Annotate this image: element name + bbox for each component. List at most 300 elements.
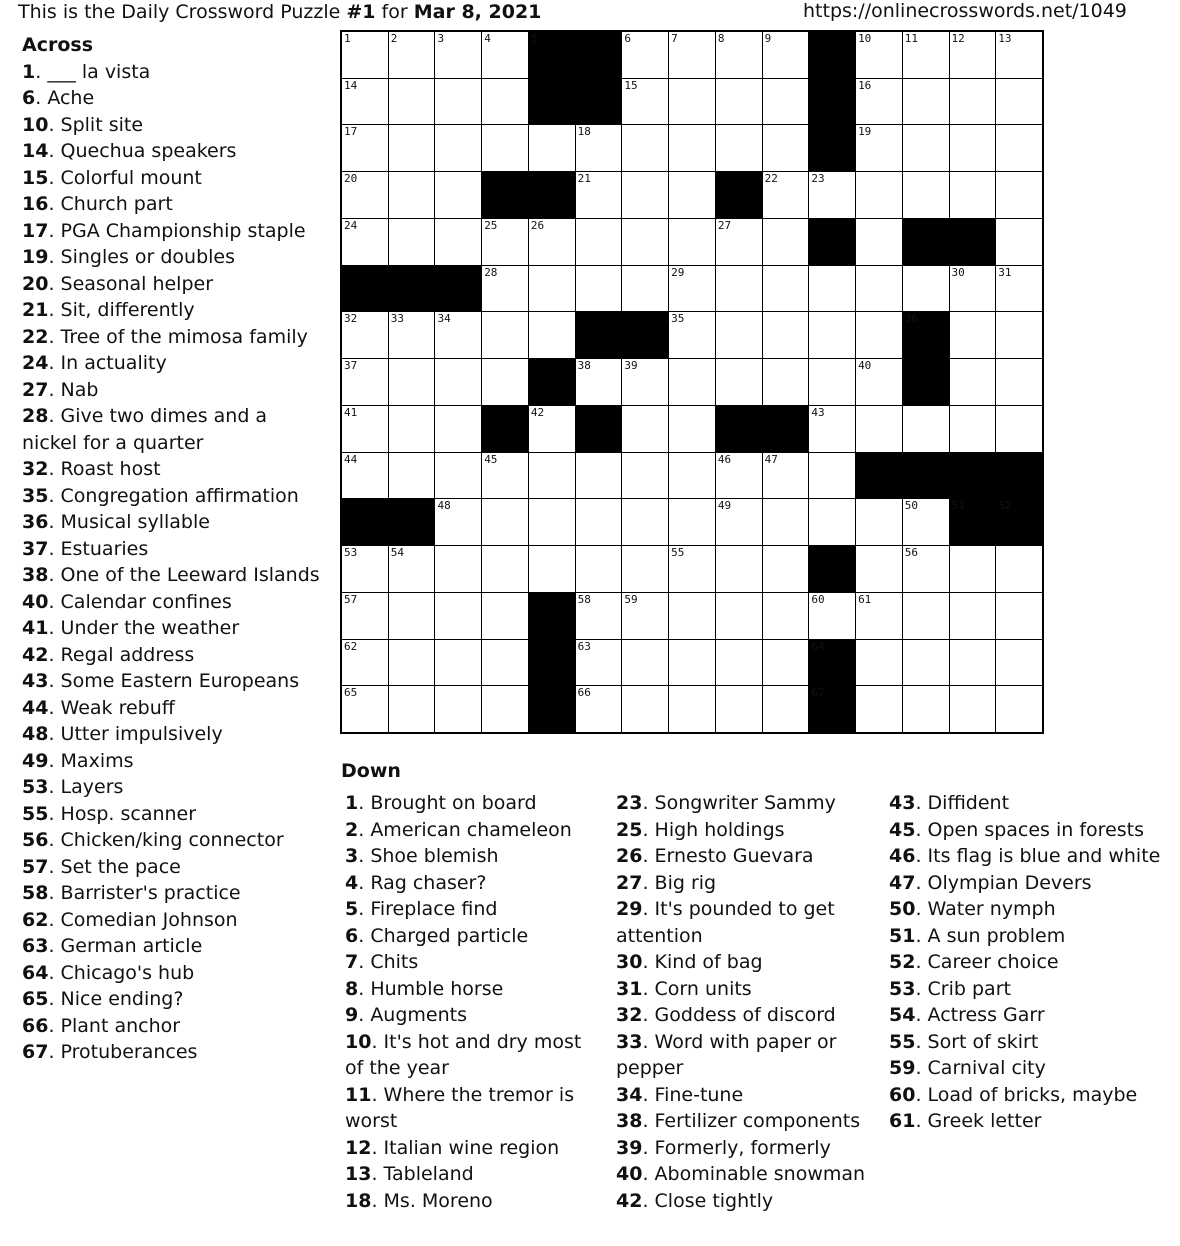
clue[interactable] xyxy=(22,1013,322,1040)
clue[interactable] xyxy=(345,1135,590,1162)
grid-cell[interactable] xyxy=(763,499,809,545)
grid-cell[interactable] xyxy=(856,32,902,78)
grid-cell[interactable] xyxy=(482,219,528,265)
grid-cell[interactable] xyxy=(996,219,1042,265)
grid-cell[interactable] xyxy=(389,406,435,452)
grid-cell[interactable] xyxy=(622,640,668,686)
grid-cell[interactable] xyxy=(389,453,435,499)
grid-cell[interactable] xyxy=(903,686,949,732)
grid-cell[interactable] xyxy=(482,312,528,358)
clue[interactable] xyxy=(22,59,322,86)
grid-cell[interactable] xyxy=(950,640,996,686)
grid-cell[interactable] xyxy=(950,686,996,732)
puzzle-url[interactable]: https://onlinecrosswords.net/1049 xyxy=(803,0,1127,22)
clue-text: . Formerly, formerly xyxy=(642,1136,831,1159)
grid-cell[interactable] xyxy=(342,172,388,218)
black-square xyxy=(950,453,996,499)
grid-cell[interactable] xyxy=(435,79,481,125)
grid-cell[interactable] xyxy=(622,359,668,405)
grid-cell[interactable] xyxy=(856,312,902,358)
cell-number: 20 xyxy=(344,172,358,186)
grid-cell[interactable] xyxy=(716,359,762,405)
grid-cell[interactable] xyxy=(669,546,715,592)
clue-text: . Diffident xyxy=(915,792,1010,814)
grid-cell[interactable] xyxy=(809,266,855,312)
grid-cell[interactable] xyxy=(342,312,388,358)
clue[interactable] xyxy=(616,1029,866,1082)
grid-cell[interactable] xyxy=(856,219,902,265)
grid-cell[interactable] xyxy=(576,453,622,499)
clue[interactable] xyxy=(616,1135,866,1162)
grid-cell[interactable] xyxy=(435,640,481,686)
grid-cell[interactable] xyxy=(482,266,528,312)
puzzle-date: Mar 8, 2021 xyxy=(413,1,542,23)
grid-cell[interactable] xyxy=(622,453,668,499)
clue[interactable] xyxy=(22,324,322,351)
grid-cell[interactable] xyxy=(435,359,481,405)
clue[interactable] xyxy=(22,933,322,960)
clue-text: . Humble horse xyxy=(358,977,504,1000)
clue[interactable] xyxy=(345,790,590,817)
grid-cell[interactable] xyxy=(716,79,762,125)
clue[interactable] xyxy=(345,949,590,976)
grid-cell[interactable] xyxy=(435,312,481,358)
clue[interactable] xyxy=(616,843,866,870)
grid-cell[interactable] xyxy=(435,593,481,639)
grid-cell[interactable] xyxy=(342,546,388,592)
grid-cell[interactable] xyxy=(576,640,622,686)
clue[interactable] xyxy=(889,817,1169,844)
grid-cell[interactable] xyxy=(529,406,575,452)
clue[interactable] xyxy=(889,949,1169,976)
grid-cell[interactable] xyxy=(856,79,902,125)
grid-cell[interactable] xyxy=(716,125,762,171)
grid-cell[interactable] xyxy=(996,359,1042,405)
clue[interactable] xyxy=(889,896,1169,923)
grid-cell[interactable] xyxy=(763,686,809,732)
grid-cell[interactable] xyxy=(389,640,435,686)
grid-cell[interactable] xyxy=(996,686,1042,732)
clue[interactable] xyxy=(616,870,866,897)
grid-cell[interactable] xyxy=(622,499,668,545)
grid-cell[interactable] xyxy=(716,640,762,686)
grid-cell[interactable] xyxy=(389,219,435,265)
cell-number: 38 xyxy=(577,359,591,373)
clue[interactable] xyxy=(22,85,322,112)
grid-cell[interactable] xyxy=(856,593,902,639)
grid-cell[interactable] xyxy=(950,312,996,358)
grid-cell[interactable] xyxy=(482,453,528,499)
grid-cell[interactable] xyxy=(622,32,668,78)
grid-cell[interactable] xyxy=(950,32,996,78)
clue-text: . It's hot and dry most of the year xyxy=(345,1030,582,1079)
grid-cell[interactable] xyxy=(342,32,388,78)
clue[interactable] xyxy=(22,1039,322,1066)
cell-number: 36 xyxy=(904,312,919,326)
grid-cell[interactable] xyxy=(856,499,902,545)
grid-cell[interactable] xyxy=(342,79,388,125)
clue[interactable] xyxy=(22,721,322,748)
clue[interactable] xyxy=(616,976,866,1003)
grid-cell[interactable] xyxy=(576,359,622,405)
clue-text: . One of the Leeward Islands xyxy=(48,564,320,586)
grid-cell[interactable] xyxy=(435,125,481,171)
clue[interactable] xyxy=(616,790,866,817)
grid-cell[interactable] xyxy=(389,172,435,218)
grid-cell[interactable] xyxy=(996,32,1042,78)
clue[interactable] xyxy=(22,774,322,801)
grid-cell[interactable] xyxy=(342,640,388,686)
clue[interactable] xyxy=(22,377,322,404)
grid-cell[interactable] xyxy=(482,546,528,592)
clue-number: 61 xyxy=(889,1110,916,1132)
clue[interactable] xyxy=(345,1161,590,1188)
clue[interactable] xyxy=(22,668,322,695)
clue[interactable] xyxy=(22,350,322,377)
clue[interactable] xyxy=(616,1188,866,1215)
grid-cell[interactable] xyxy=(435,406,481,452)
grid-cell[interactable] xyxy=(763,546,809,592)
grid-cell[interactable] xyxy=(342,686,388,732)
black-square xyxy=(763,406,809,452)
grid-cell[interactable] xyxy=(576,125,622,171)
grid-cell[interactable] xyxy=(576,499,622,545)
grid-cell[interactable] xyxy=(856,359,902,405)
clue-number: 58 xyxy=(22,882,49,904)
grid-cell[interactable] xyxy=(763,312,809,358)
clue-number: 2 xyxy=(345,818,359,841)
grid-cell[interactable] xyxy=(809,593,855,639)
grid-cell[interactable] xyxy=(763,593,809,639)
grid-cell[interactable] xyxy=(389,79,435,125)
clue[interactable] xyxy=(616,896,866,949)
clue-number: 8 xyxy=(345,977,359,1000)
clue[interactable] xyxy=(22,112,322,139)
grid-cell[interactable] xyxy=(716,266,762,312)
cell-number: 14 xyxy=(344,78,358,92)
grid-cell[interactable] xyxy=(950,593,996,639)
clue[interactable] xyxy=(22,642,322,669)
clue[interactable] xyxy=(616,1002,866,1029)
grid-cell[interactable] xyxy=(435,172,481,218)
clue[interactable] xyxy=(22,191,322,218)
clue[interactable] xyxy=(889,843,1169,870)
clue-text: . Chicken/king connector xyxy=(48,829,284,851)
cell-number: 29 xyxy=(671,265,685,279)
clue[interactable] xyxy=(889,1055,1169,1082)
clue[interactable] xyxy=(345,1082,590,1135)
grid-cell[interactable] xyxy=(389,686,435,732)
clue[interactable] xyxy=(22,403,322,456)
grid-cell[interactable] xyxy=(342,453,388,499)
clue[interactable] xyxy=(345,1188,590,1215)
clue-number: 42 xyxy=(616,1189,643,1212)
grid-cell[interactable] xyxy=(903,125,949,171)
clue[interactable] xyxy=(616,817,866,844)
cell-number: 31 xyxy=(998,265,1012,279)
clue[interactable] xyxy=(22,244,322,271)
grid-cell[interactable] xyxy=(903,79,949,125)
clue-number: 1 xyxy=(345,792,359,814)
grid-cell[interactable] xyxy=(763,32,809,78)
grid-cell[interactable] xyxy=(342,359,388,405)
clue-text: . Italian wine region xyxy=(371,1136,560,1159)
grid-cell[interactable] xyxy=(996,79,1042,125)
grid-cell[interactable] xyxy=(950,266,996,312)
grid-cell[interactable] xyxy=(389,312,435,358)
clue[interactable] xyxy=(22,907,322,934)
grid-cell[interactable] xyxy=(622,266,668,312)
grid-cell[interactable] xyxy=(622,686,668,732)
clue[interactable] xyxy=(22,536,322,563)
clue[interactable] xyxy=(345,976,590,1003)
grid-cell[interactable] xyxy=(389,359,435,405)
grid-cell[interactable] xyxy=(389,593,435,639)
clue[interactable] xyxy=(22,562,322,589)
clue[interactable] xyxy=(616,1108,866,1135)
cell-number: 22 xyxy=(764,172,778,186)
clue-number: 28 xyxy=(22,405,49,427)
clue-number: 45 xyxy=(889,818,916,841)
clue[interactable] xyxy=(22,827,322,854)
grid-cell[interactable] xyxy=(669,172,715,218)
grid-cell[interactable] xyxy=(856,125,902,171)
grid-cell[interactable] xyxy=(950,406,996,452)
grid-cell[interactable] xyxy=(856,640,902,686)
clue[interactable] xyxy=(22,960,322,987)
clue-number: 23 xyxy=(616,792,643,814)
clue[interactable] xyxy=(22,615,322,642)
grid-cell[interactable] xyxy=(435,499,481,545)
grid-cell[interactable] xyxy=(435,546,481,592)
clue[interactable] xyxy=(889,976,1169,1003)
grid-cell[interactable] xyxy=(716,312,762,358)
grid-cell[interactable] xyxy=(576,266,622,312)
grid-cell[interactable] xyxy=(763,640,809,686)
grid-cell[interactable] xyxy=(809,172,855,218)
grid-cell[interactable] xyxy=(809,499,855,545)
clue[interactable] xyxy=(889,870,1169,897)
clue[interactable] xyxy=(616,1082,866,1109)
grid-cell[interactable] xyxy=(809,453,855,499)
grid-cell[interactable] xyxy=(669,359,715,405)
grid-cell[interactable] xyxy=(809,312,855,358)
grid-cell[interactable] xyxy=(482,640,528,686)
grid-cell[interactable] xyxy=(622,172,668,218)
clue[interactable] xyxy=(22,483,322,510)
grid-cell[interactable] xyxy=(529,219,575,265)
grid-cell[interactable] xyxy=(435,453,481,499)
grid-cell[interactable] xyxy=(576,686,622,732)
grid-cell[interactable] xyxy=(529,125,575,171)
grid-cell[interactable] xyxy=(669,219,715,265)
clue[interactable] xyxy=(22,880,322,907)
grid-cell[interactable] xyxy=(763,125,809,171)
grid-cell[interactable] xyxy=(950,546,996,592)
grid-cell[interactable] xyxy=(669,312,715,358)
grid-cell[interactable] xyxy=(576,593,622,639)
clue[interactable] xyxy=(616,1161,866,1188)
grid-cell[interactable] xyxy=(903,266,949,312)
grid-cell[interactable] xyxy=(669,406,715,452)
grid-cell[interactable] xyxy=(669,593,715,639)
grid-cell[interactable] xyxy=(342,125,388,171)
grid-cell[interactable] xyxy=(716,593,762,639)
grid-cell[interactable] xyxy=(903,546,949,592)
grid-cell[interactable] xyxy=(622,79,668,125)
grid-cell[interactable] xyxy=(856,172,902,218)
grid-cell[interactable] xyxy=(435,219,481,265)
grid-cell[interactable] xyxy=(809,359,855,405)
grid-cell[interactable] xyxy=(856,266,902,312)
grid-cell[interactable] xyxy=(529,266,575,312)
grid-cell[interactable] xyxy=(809,406,855,452)
grid-cell[interactable] xyxy=(950,125,996,171)
clue[interactable] xyxy=(889,1082,1169,1109)
grid-cell[interactable] xyxy=(716,499,762,545)
clue[interactable] xyxy=(22,165,322,192)
grid-cell[interactable] xyxy=(903,499,949,545)
grid-cell[interactable] xyxy=(482,499,528,545)
grid-cell[interactable] xyxy=(996,266,1042,312)
grid-cell[interactable] xyxy=(996,312,1042,358)
grid-cell[interactable] xyxy=(389,32,435,78)
clue[interactable] xyxy=(889,1108,1169,1135)
grid-cell[interactable] xyxy=(342,219,388,265)
grid-cell[interactable] xyxy=(950,79,996,125)
grid-cell[interactable] xyxy=(763,172,809,218)
grid-cell[interactable] xyxy=(996,172,1042,218)
clue-text: . Some Eastern Europeans xyxy=(48,670,300,692)
grid-cell[interactable] xyxy=(576,172,622,218)
black-square xyxy=(809,125,855,171)
cell-number: 57 xyxy=(344,592,358,606)
clue[interactable] xyxy=(889,1029,1169,1056)
clue[interactable] xyxy=(345,870,590,897)
clue[interactable] xyxy=(22,748,322,775)
grid-cell[interactable] xyxy=(576,546,622,592)
grid-cell[interactable] xyxy=(342,593,388,639)
grid-cell[interactable] xyxy=(622,219,668,265)
clue[interactable] xyxy=(345,1029,590,1082)
grid-cell[interactable] xyxy=(669,453,715,499)
grid-cell[interactable] xyxy=(622,125,668,171)
clue[interactable] xyxy=(22,138,322,165)
clue-number: 65 xyxy=(22,988,49,1010)
black-square xyxy=(482,406,528,452)
clue[interactable] xyxy=(345,923,590,950)
clue[interactable] xyxy=(22,695,322,722)
grid-cell[interactable] xyxy=(529,546,575,592)
grid-cell[interactable] xyxy=(996,406,1042,452)
grid-cell[interactable] xyxy=(529,453,575,499)
grid-cell[interactable] xyxy=(763,266,809,312)
grid-cell[interactable] xyxy=(996,640,1042,686)
grid-cell[interactable] xyxy=(996,593,1042,639)
grid-cell[interactable] xyxy=(903,406,949,452)
grid-cell[interactable] xyxy=(389,125,435,171)
clue-number: 43 xyxy=(889,792,916,814)
grid-cell[interactable] xyxy=(950,359,996,405)
grid-cell[interactable] xyxy=(996,546,1042,592)
clue[interactable] xyxy=(345,843,590,870)
grid-cell[interactable] xyxy=(669,499,715,545)
grid-cell[interactable] xyxy=(856,406,902,452)
clue[interactable] xyxy=(22,218,322,245)
grid-cell[interactable] xyxy=(856,686,902,732)
grid-cell[interactable] xyxy=(856,546,902,592)
clue[interactable] xyxy=(22,986,322,1013)
grid-cell[interactable] xyxy=(389,546,435,592)
grid-cell[interactable] xyxy=(903,172,949,218)
grid-cell[interactable] xyxy=(669,686,715,732)
grid-cell[interactable] xyxy=(996,125,1042,171)
grid-cell[interactable] xyxy=(529,499,575,545)
clue[interactable] xyxy=(22,456,322,483)
grid-cell[interactable] xyxy=(716,453,762,499)
grid-cell[interactable] xyxy=(435,32,481,78)
grid-cell[interactable] xyxy=(763,219,809,265)
grid-cell[interactable] xyxy=(669,125,715,171)
clue[interactable] xyxy=(889,790,1169,817)
grid-cell[interactable] xyxy=(435,686,481,732)
clue[interactable] xyxy=(889,923,1169,950)
grid-cell[interactable] xyxy=(669,32,715,78)
clue[interactable] xyxy=(22,297,322,324)
clue[interactable] xyxy=(616,949,866,976)
black-square xyxy=(622,312,668,358)
grid-cell[interactable] xyxy=(716,546,762,592)
grid-cell[interactable] xyxy=(669,79,715,125)
grid-cell[interactable] xyxy=(622,546,668,592)
clue[interactable] xyxy=(345,1002,590,1029)
grid-cell[interactable] xyxy=(482,32,528,78)
grid-cell[interactable] xyxy=(903,593,949,639)
grid-cell[interactable] xyxy=(903,640,949,686)
grid-cell[interactable] xyxy=(482,686,528,732)
grid-cell[interactable] xyxy=(763,453,809,499)
clue[interactable] xyxy=(22,589,322,616)
cell-number: 10 xyxy=(858,32,872,45)
clue[interactable] xyxy=(22,854,322,881)
grid-cell[interactable] xyxy=(482,125,528,171)
grid-cell[interactable] xyxy=(669,266,715,312)
grid-cell[interactable] xyxy=(763,79,809,125)
grid-cell[interactable] xyxy=(576,219,622,265)
grid-cell[interactable] xyxy=(950,172,996,218)
clue[interactable] xyxy=(345,896,590,923)
grid-cell[interactable] xyxy=(482,79,528,125)
grid-cell[interactable] xyxy=(482,593,528,639)
grid-cell[interactable] xyxy=(342,406,388,452)
grid-cell[interactable] xyxy=(903,32,949,78)
clue[interactable] xyxy=(22,801,322,828)
clue[interactable] xyxy=(889,1002,1169,1029)
clue[interactable] xyxy=(22,271,322,298)
clue[interactable] xyxy=(22,509,322,536)
grid-cell[interactable] xyxy=(716,686,762,732)
grid-cell[interactable] xyxy=(763,359,809,405)
grid-cell[interactable] xyxy=(716,32,762,78)
cell-number: 28 xyxy=(484,265,498,279)
grid-cell[interactable] xyxy=(622,406,668,452)
grid-cell[interactable] xyxy=(669,640,715,686)
clue[interactable] xyxy=(345,817,590,844)
grid-cell[interactable] xyxy=(716,219,762,265)
grid-cell[interactable] xyxy=(529,312,575,358)
grid-cell[interactable] xyxy=(482,359,528,405)
grid-cell[interactable] xyxy=(622,593,668,639)
